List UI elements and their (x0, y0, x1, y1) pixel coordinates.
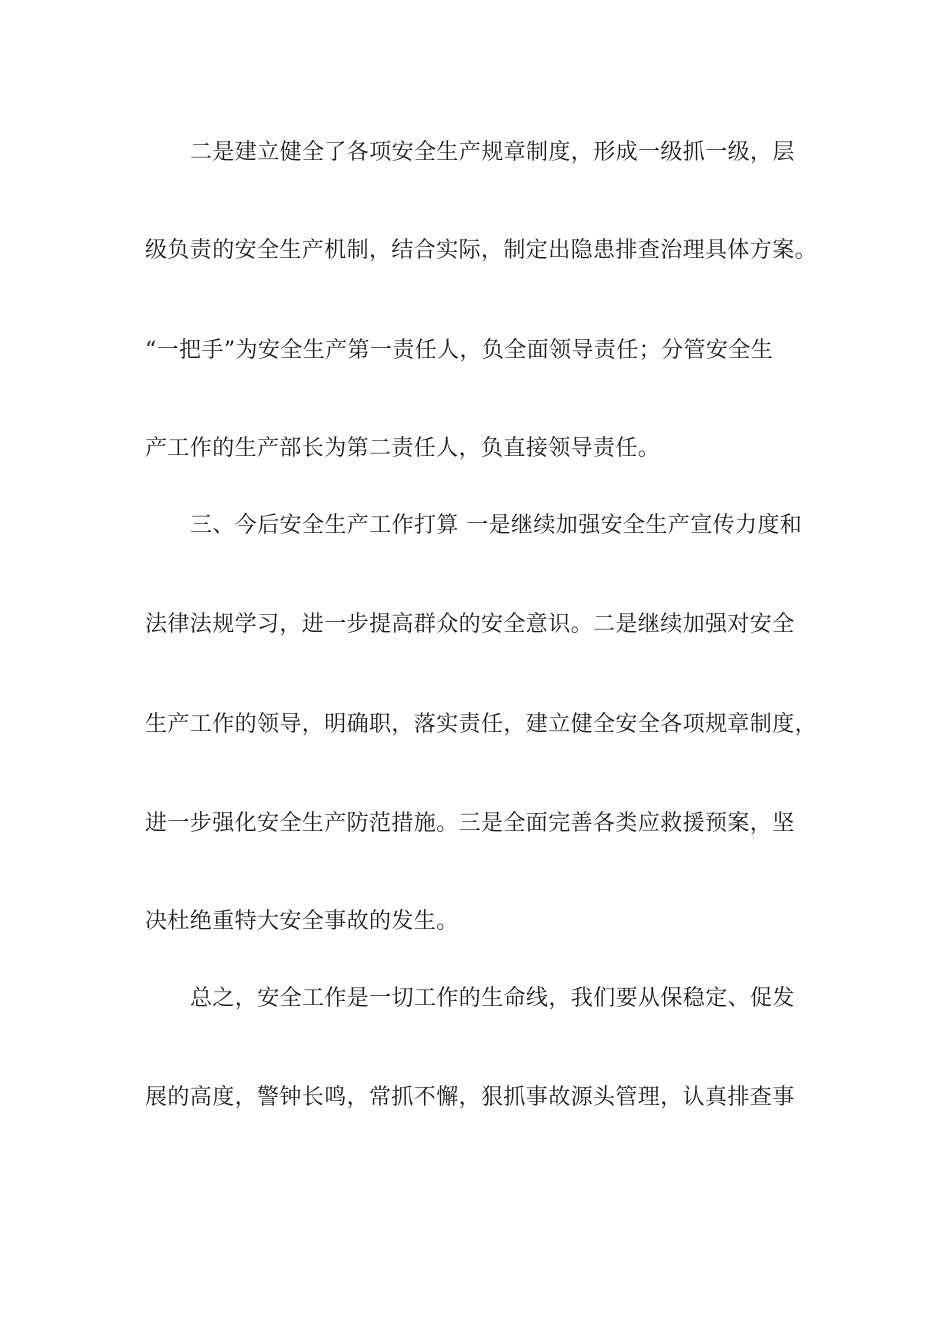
paragraph-line: 三、今后安全生产工作打算 一是继续加强安全生产宣传力度和 (190, 513, 803, 538)
paragraph-line: 法律法规学习，进一步提高群众的安全意识。二是继续加强对安全 (145, 612, 795, 637)
paragraph-line: 级负责的安全生产机制，结合实际，制定出隐患排查治理具体方案。 (145, 238, 818, 263)
paragraph-line: 展的高度，警钟长鸣，常抓不懈，狠抓事故源头管理，认真排查事 (145, 1085, 795, 1110)
paragraph-line: 进一步强化安全生产防范措施。三是全面完善各类应救援预案，坚 (145, 811, 795, 836)
paragraph-line: 生产工作的领导，明确职，落实责任，建立健全安全各项规章制度， (145, 712, 818, 737)
paragraph-line: 决杜绝重特大安全事故的发生。 (145, 909, 459, 934)
paragraph-line: “一把手”为安全生产第一责任人，负全面领导责任；分管安全生 (145, 338, 774, 363)
paragraph-line: 产工作的生产部长为第二责任人，负直接领导责任。 (145, 436, 661, 461)
paragraph-line: 总之，安全工作是一切工作的生命线，我们要从保稳定、促发 (190, 986, 795, 1011)
paragraph-line: 二是建立健全了各项安全生产规章制度，形成一级抓一级，层 (190, 140, 795, 165)
